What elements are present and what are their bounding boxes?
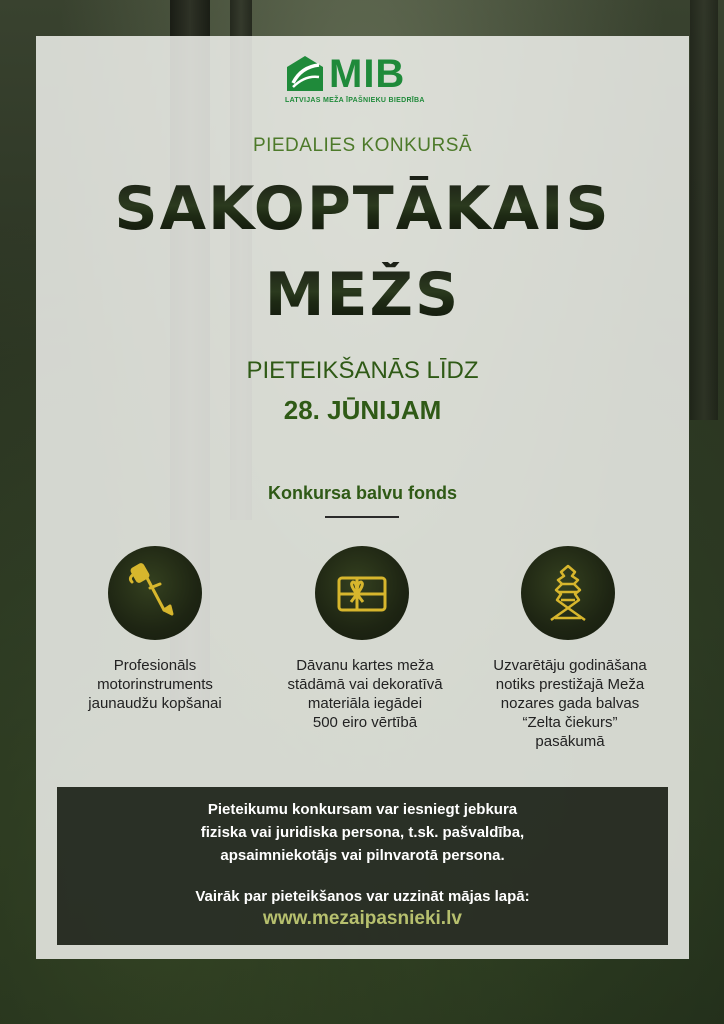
prize-icon-circle [108,546,202,640]
prize-line: Dāvanu kartes meža [296,657,434,674]
divider [325,516,399,518]
logo-name: MIB [329,52,406,96]
website-link[interactable]: www.mezaipasnieki.lv [263,908,462,929]
deadline-date: 28. JŪNIJAM [283,395,442,425]
gift-card-icon [327,558,397,628]
prize-line: stādāmā vai dekoratīvā [287,676,443,693]
mib-logo [285,50,445,112]
trimmer-icon [120,558,190,628]
kicker-text: PIEDALIES KONKURSĀ [252,135,473,156]
prize-line: Uzvarētāju godināšana [493,657,647,674]
prize-description [270,656,460,732]
prize-description [475,656,665,751]
headline-line-1: SAKOPTĀKAIS [36,176,689,242]
prize-line: materiāla iegādei [307,695,423,712]
more-info-text: Vairāk par pieteikšanos var uzzināt mājas lapā: [195,888,530,905]
eligibility-line: Pieteikumu konkursam var iesniegt jebkura [207,801,518,818]
background-tree-trunk [690,0,718,420]
logo-subtitle: LATVIJAS MEŽA ĪPAŠNIEKU BIEDRĪBA [285,97,425,104]
prize-line: jaunaudžu kopšanai [88,695,222,712]
info-box [57,787,668,945]
prize-line: pasākumā [535,733,605,750]
prize-line: nozares gada balvas [500,695,640,712]
prize-line: 500 eiro vērtībā [312,714,418,731]
prize-icon-circle [521,546,615,640]
prize-line: Profesionāls [113,657,197,674]
prize-line: “Zelta čiekurs” [522,714,618,731]
deadline-label: PIETEIKŠANĀS LĪDZ [246,357,479,384]
golden-cone-icon [533,558,603,628]
prize-description [70,656,240,713]
eligibility-line: fiziska vai juridiska persona, t.sk. pašvaldība, [200,824,525,841]
prize-icon-circle [315,546,409,640]
headline-line-2: MEŽS [36,262,689,328]
prize-fund-title: Konkursa balvu fonds [267,483,458,503]
mib-logo-mark-icon [285,53,325,93]
eligibility-line: apsaimniekotājs vai pilnvarotā persona. [220,847,505,864]
prize-line: notiks prestižajā Meža [495,676,645,693]
prize-line: motorinstruments [97,676,213,693]
